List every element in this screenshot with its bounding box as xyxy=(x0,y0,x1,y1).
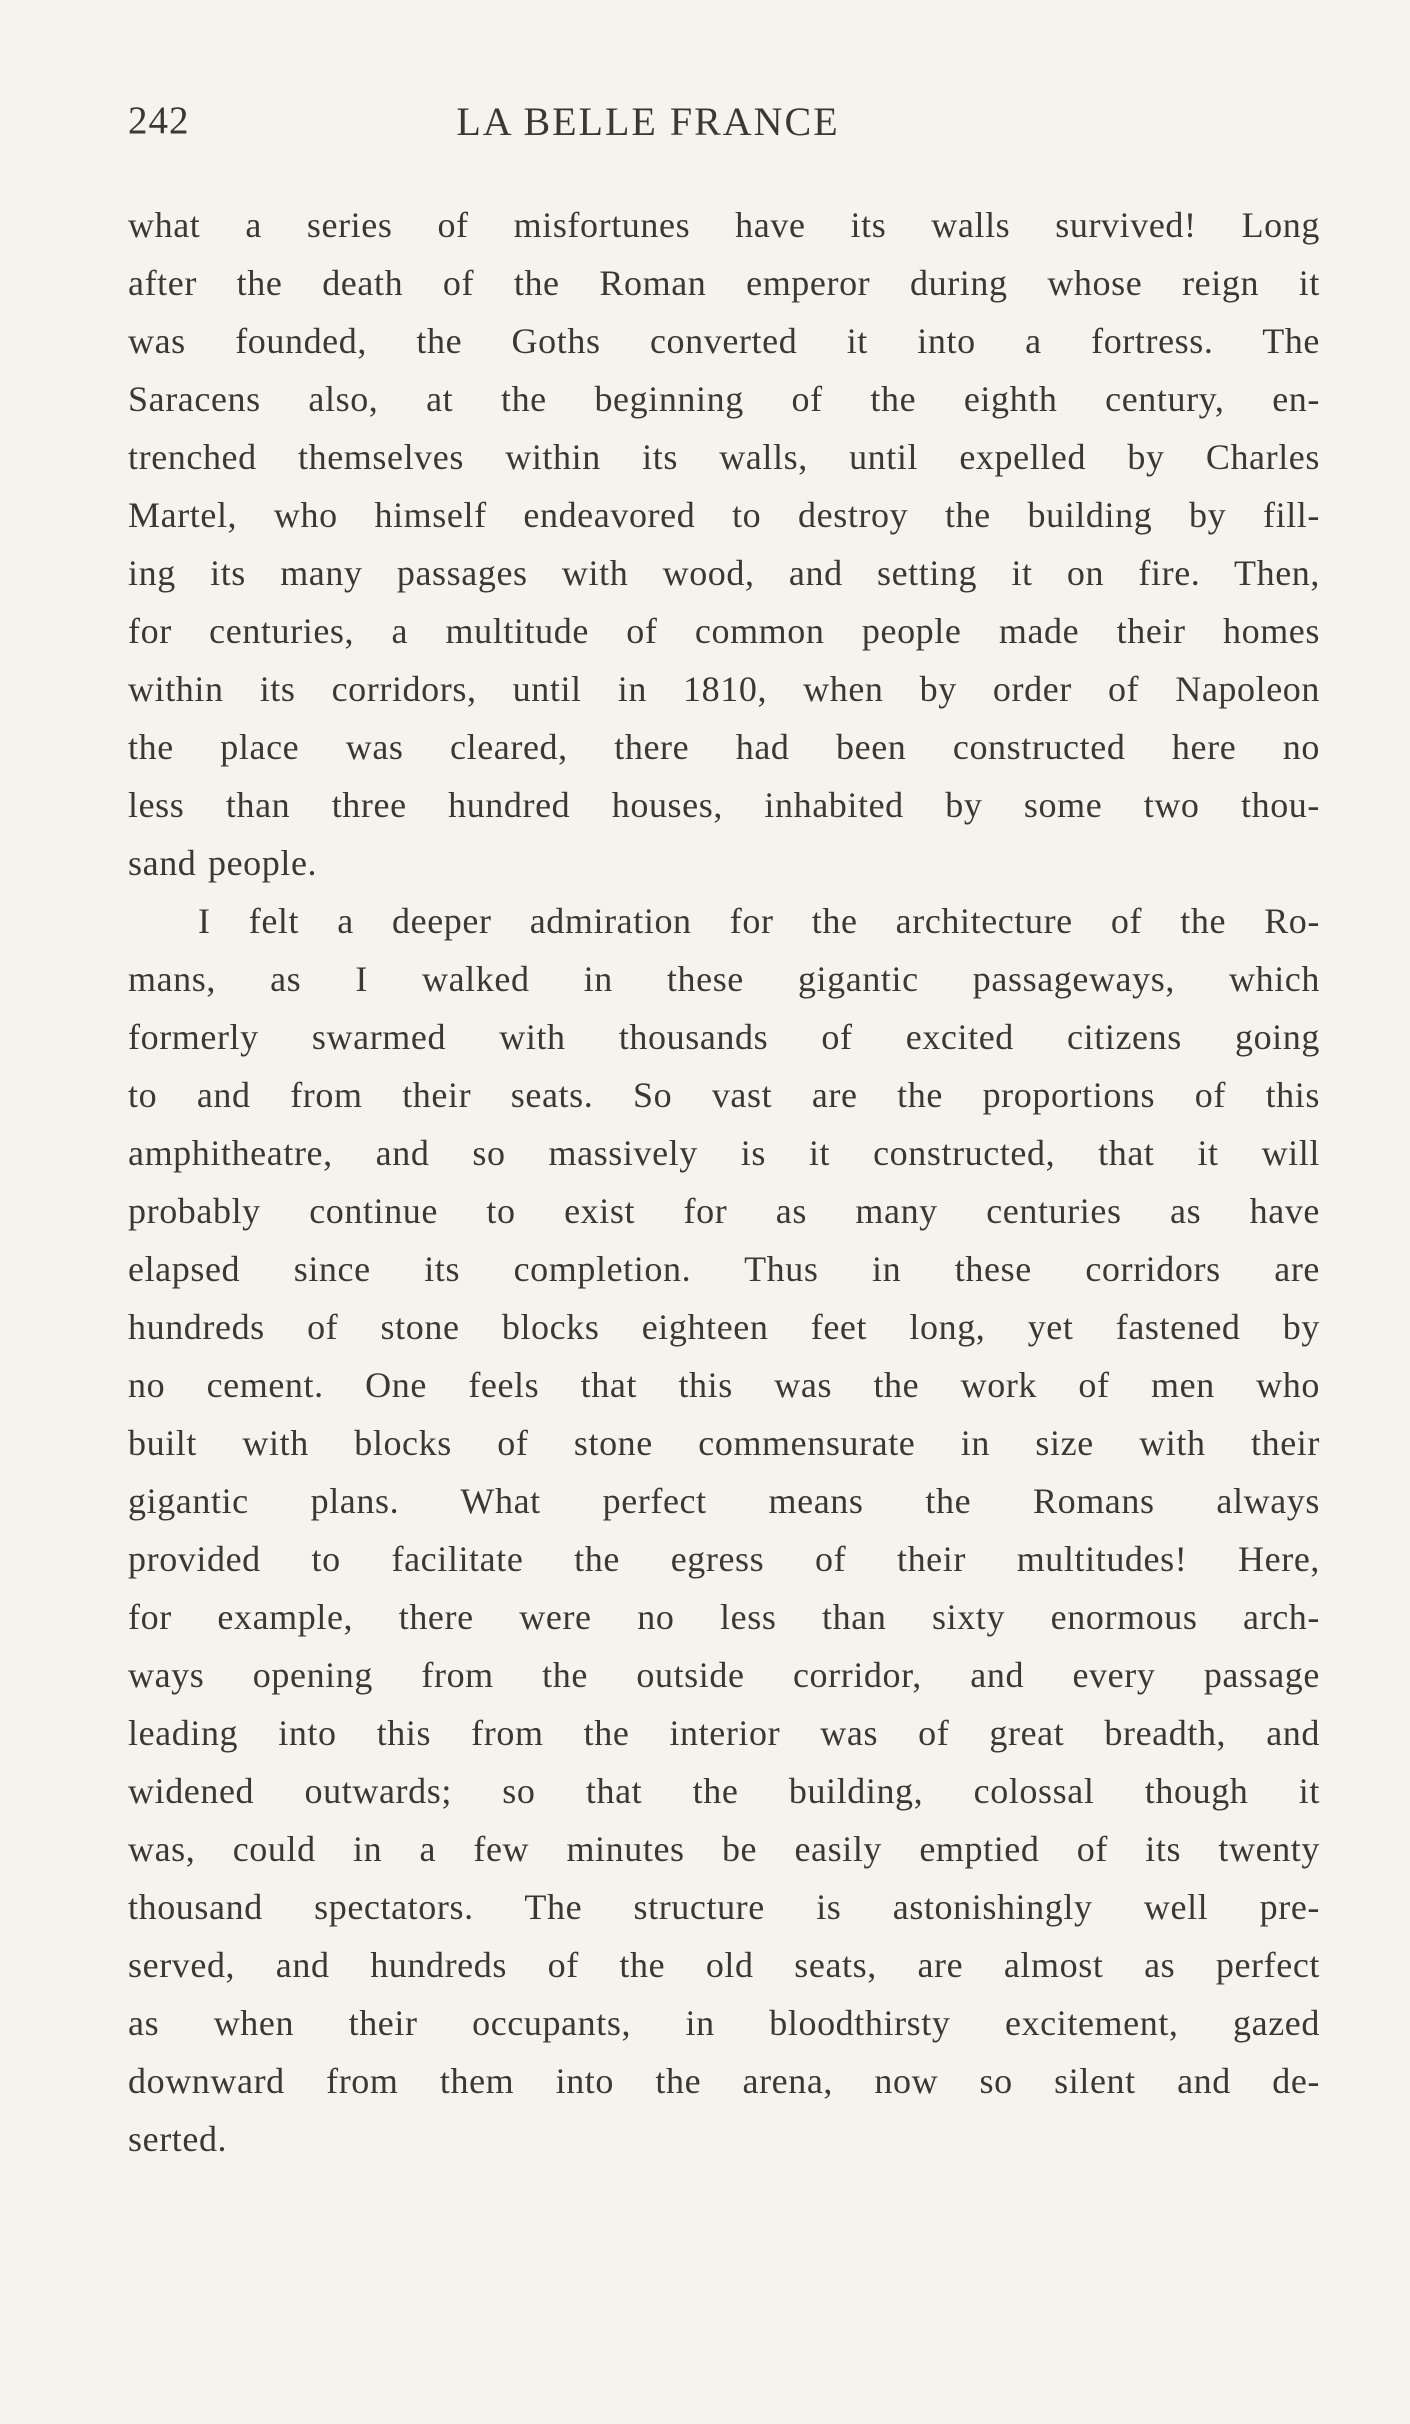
text-line: ing its many passages with wood, and setting it on fire. Then, xyxy=(128,553,1320,593)
text-line: what a series of misfortunes have its walls survived! Long xyxy=(128,205,1320,245)
text-line: as when their occupants, in bloodthirsty excitement, gazed xyxy=(128,2003,1320,2043)
text-line: elapsed since its completion. Thus in these corridors are xyxy=(128,1249,1320,1289)
text-line: mans, as I walked in these gigantic passageways, which xyxy=(128,959,1320,999)
text-line: the place was cleared, there had been constructed here no xyxy=(128,727,1320,767)
paragraph-end-line: sand people. xyxy=(128,843,318,883)
text-line: built with blocks of stone commensurate in size with their xyxy=(128,1423,1320,1463)
text-line: was founded, the Goths converted it into a fortress. The xyxy=(128,321,1320,361)
text-line: hundreds of stone blocks eighteen feet long, yet fastened by xyxy=(128,1307,1320,1347)
running-title: LA BELLE FRANCE xyxy=(456,99,840,144)
text-line: to and from their seats. So vast are the proportions of this xyxy=(128,1075,1320,1115)
text-line: widened outwards; so that the building, colossal though it xyxy=(128,1771,1320,1811)
text-line: after the death of the Roman emperor during whose reign it xyxy=(128,263,1320,303)
text-line: within its corridors, until in 1810, when by order of Napoleon xyxy=(128,669,1320,709)
running-head xyxy=(128,98,1320,158)
text-line: thousand spectators. The structure is astonishingly well pre- xyxy=(128,1887,1320,1927)
text-line: downward from them into the arena, now so silent and de- xyxy=(128,2061,1320,2101)
text-line: leading into this from the interior was of great breadth, and xyxy=(128,1713,1320,1753)
body-text xyxy=(128,196,1320,2168)
text-line: trenched themselves within its walls, until expelled by Charles xyxy=(128,437,1320,477)
paragraph-end-line: serted. xyxy=(128,2119,228,2159)
page-number: 242 xyxy=(128,99,190,142)
text-line: amphitheatre, and so massively is it constructed, that it will xyxy=(128,1133,1320,1173)
text-line: provided to facilitate the egress of their multitudes! Here, xyxy=(128,1539,1320,1579)
text-line: less than three hundred houses, inhabited by some two thou- xyxy=(128,785,1320,825)
text-line: gigantic plans. What perfect means the Romans always xyxy=(128,1481,1320,1521)
text-line: probably continue to exist for as many centuries as have xyxy=(128,1191,1320,1231)
text-line: for example, there were no less than sixty enormous arch- xyxy=(128,1597,1320,1637)
text-line: for centuries, a multitude of common people made their homes xyxy=(128,611,1320,651)
paragraph-first-line: I felt a deeper admiration for the architecture of the Ro- xyxy=(198,901,1320,941)
text-line: ways opening from the outside corridor, and every passage xyxy=(128,1655,1320,1695)
text-line: no cement. One feels that this was the work of men who xyxy=(128,1365,1320,1405)
text-line: Martel, who himself endeavored to destroy the building by fill- xyxy=(128,495,1320,535)
text-line: Saracens also, at the beginning of the eighth century, en- xyxy=(128,379,1320,419)
text-line: formerly swarmed with thousands of excited citizens going xyxy=(128,1017,1320,1057)
text-line: served, and hundreds of the old seats, are almost as perfect xyxy=(128,1945,1320,1985)
text-line: was, could in a few minutes be easily emptied of its twenty xyxy=(128,1829,1320,1869)
